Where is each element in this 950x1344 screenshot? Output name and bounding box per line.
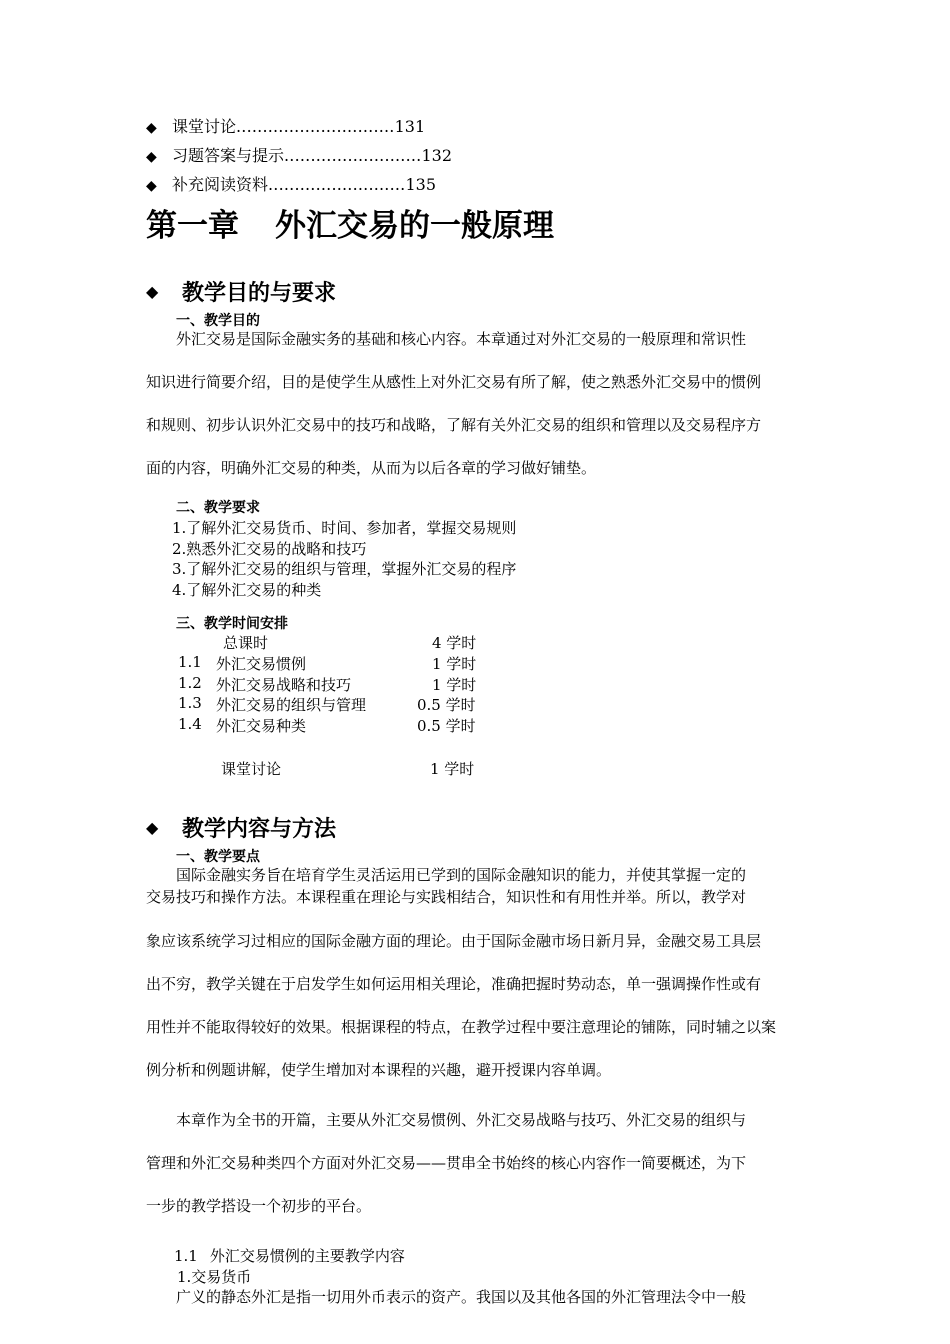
subheading-schedule: 三、教学时间安排 <box>176 616 288 632</box>
list-item: 1.了解外汇交易货币、时间、参加者，掌握交易规则 <box>172 519 517 537</box>
paragraph-line: 出不穷，教学关键在于启发学生如何运用相关理论，准确把握时势动态，单一强调操作性或有 <box>146 975 762 993</box>
list-item: 4.了解外汇交易的种类 <box>172 581 322 599</box>
paragraph-line: 用性并不能取得较好的效果。根据课程的特点，在教学过程中要注意理论的铺陈，同时辅之以案 <box>146 1018 777 1036</box>
paragraph-line: 面的内容，明确外汇交易的种类，从而为以后各章的学习做好铺垫。 <box>146 459 597 477</box>
paragraph-line: 外汇交易是国际金融实务的基础和核心内容。本章通过对外汇交易的一般原理和常识性 <box>176 330 747 348</box>
paragraph-line: 本章作为全书的开篇，主要从外汇交易惯例、外汇交易战略与技巧、外汇交易的组织与 <box>176 1111 747 1129</box>
section-heading: ◆ 教学目的与要求 <box>146 281 337 306</box>
paragraph-line: 例分析和例题讲解，使学生增加对本课程的兴趣，避开授课内容单调。 <box>146 1061 612 1079</box>
paragraph-line: 广义的静态外汇是指一切用外币表示的资产。我国以及其他各国的外汇管理法令中一般 <box>176 1288 747 1306</box>
item-heading: 1.交易货币 <box>177 1268 252 1286</box>
list-item: 2.熟悉外汇交易的战略和技巧 <box>172 540 367 558</box>
diamond-bullet-icon: ◆ <box>146 178 157 194</box>
diamond-bullet-icon: ◆ <box>146 282 159 301</box>
paragraph-line: 知识进行简要介绍，目的是使学生从感性上对外汇交易有所了解，使之熟悉外汇交易中的惯例 <box>146 373 762 391</box>
toc-entry[interactable]: ◆ 补充阅读资料..........................135 <box>146 175 436 194</box>
subheading-requirements: 二、教学要求 <box>176 500 260 516</box>
diamond-bullet-icon: ◆ <box>146 120 157 136</box>
paragraph-line: 国际金融实务旨在培育学生灵活运用已学到的国际金融知识的能力，并使其掌握一定的 <box>176 866 747 884</box>
paragraph-line: 管理和外汇交易种类四个方面对外汇交易——贯串全书始终的核心内容作一简要概述，为下 <box>146 1154 747 1172</box>
section-heading: ◆ 教学内容与方法 <box>146 817 337 842</box>
diamond-bullet-icon: ◆ <box>146 818 159 837</box>
diamond-bullet-icon: ◆ <box>146 149 157 165</box>
toc-entry[interactable]: ◆ 习题答案与提示..........................132 <box>146 146 452 165</box>
toc-entry[interactable]: ◆ 课堂讨论..............................131 <box>146 117 426 136</box>
list-item: 3.了解外汇交易的组织与管理，掌握外汇交易的程序 <box>172 560 517 578</box>
subheading-goal: 一、教学目的 <box>176 313 260 329</box>
subsection-heading: 1.1 外汇交易惯例的主要教学内容 <box>174 1247 405 1265</box>
chapter-title: 第一章 外汇交易的一般原理 <box>146 208 554 244</box>
paragraph-line: 一步的教学搭设一个初步的平台。 <box>146 1197 372 1215</box>
paragraph-line: 和规则、初步认识外汇交易中的技巧和战略，了解有关外汇交易的组织和管理以及交易程序方 <box>146 416 762 434</box>
paragraph-line: 交易技巧和操作方法。本课程重在理论与实践相结合，知识性和有用性并举。所以，教学对 <box>146 888 747 906</box>
paragraph-line: 象应该系统学习过相应的国际金融方面的理论。由于国际金融市场日新月异，金融交易工具层 <box>146 932 762 950</box>
subheading-key-points: 一、教学要点 <box>176 849 260 865</box>
